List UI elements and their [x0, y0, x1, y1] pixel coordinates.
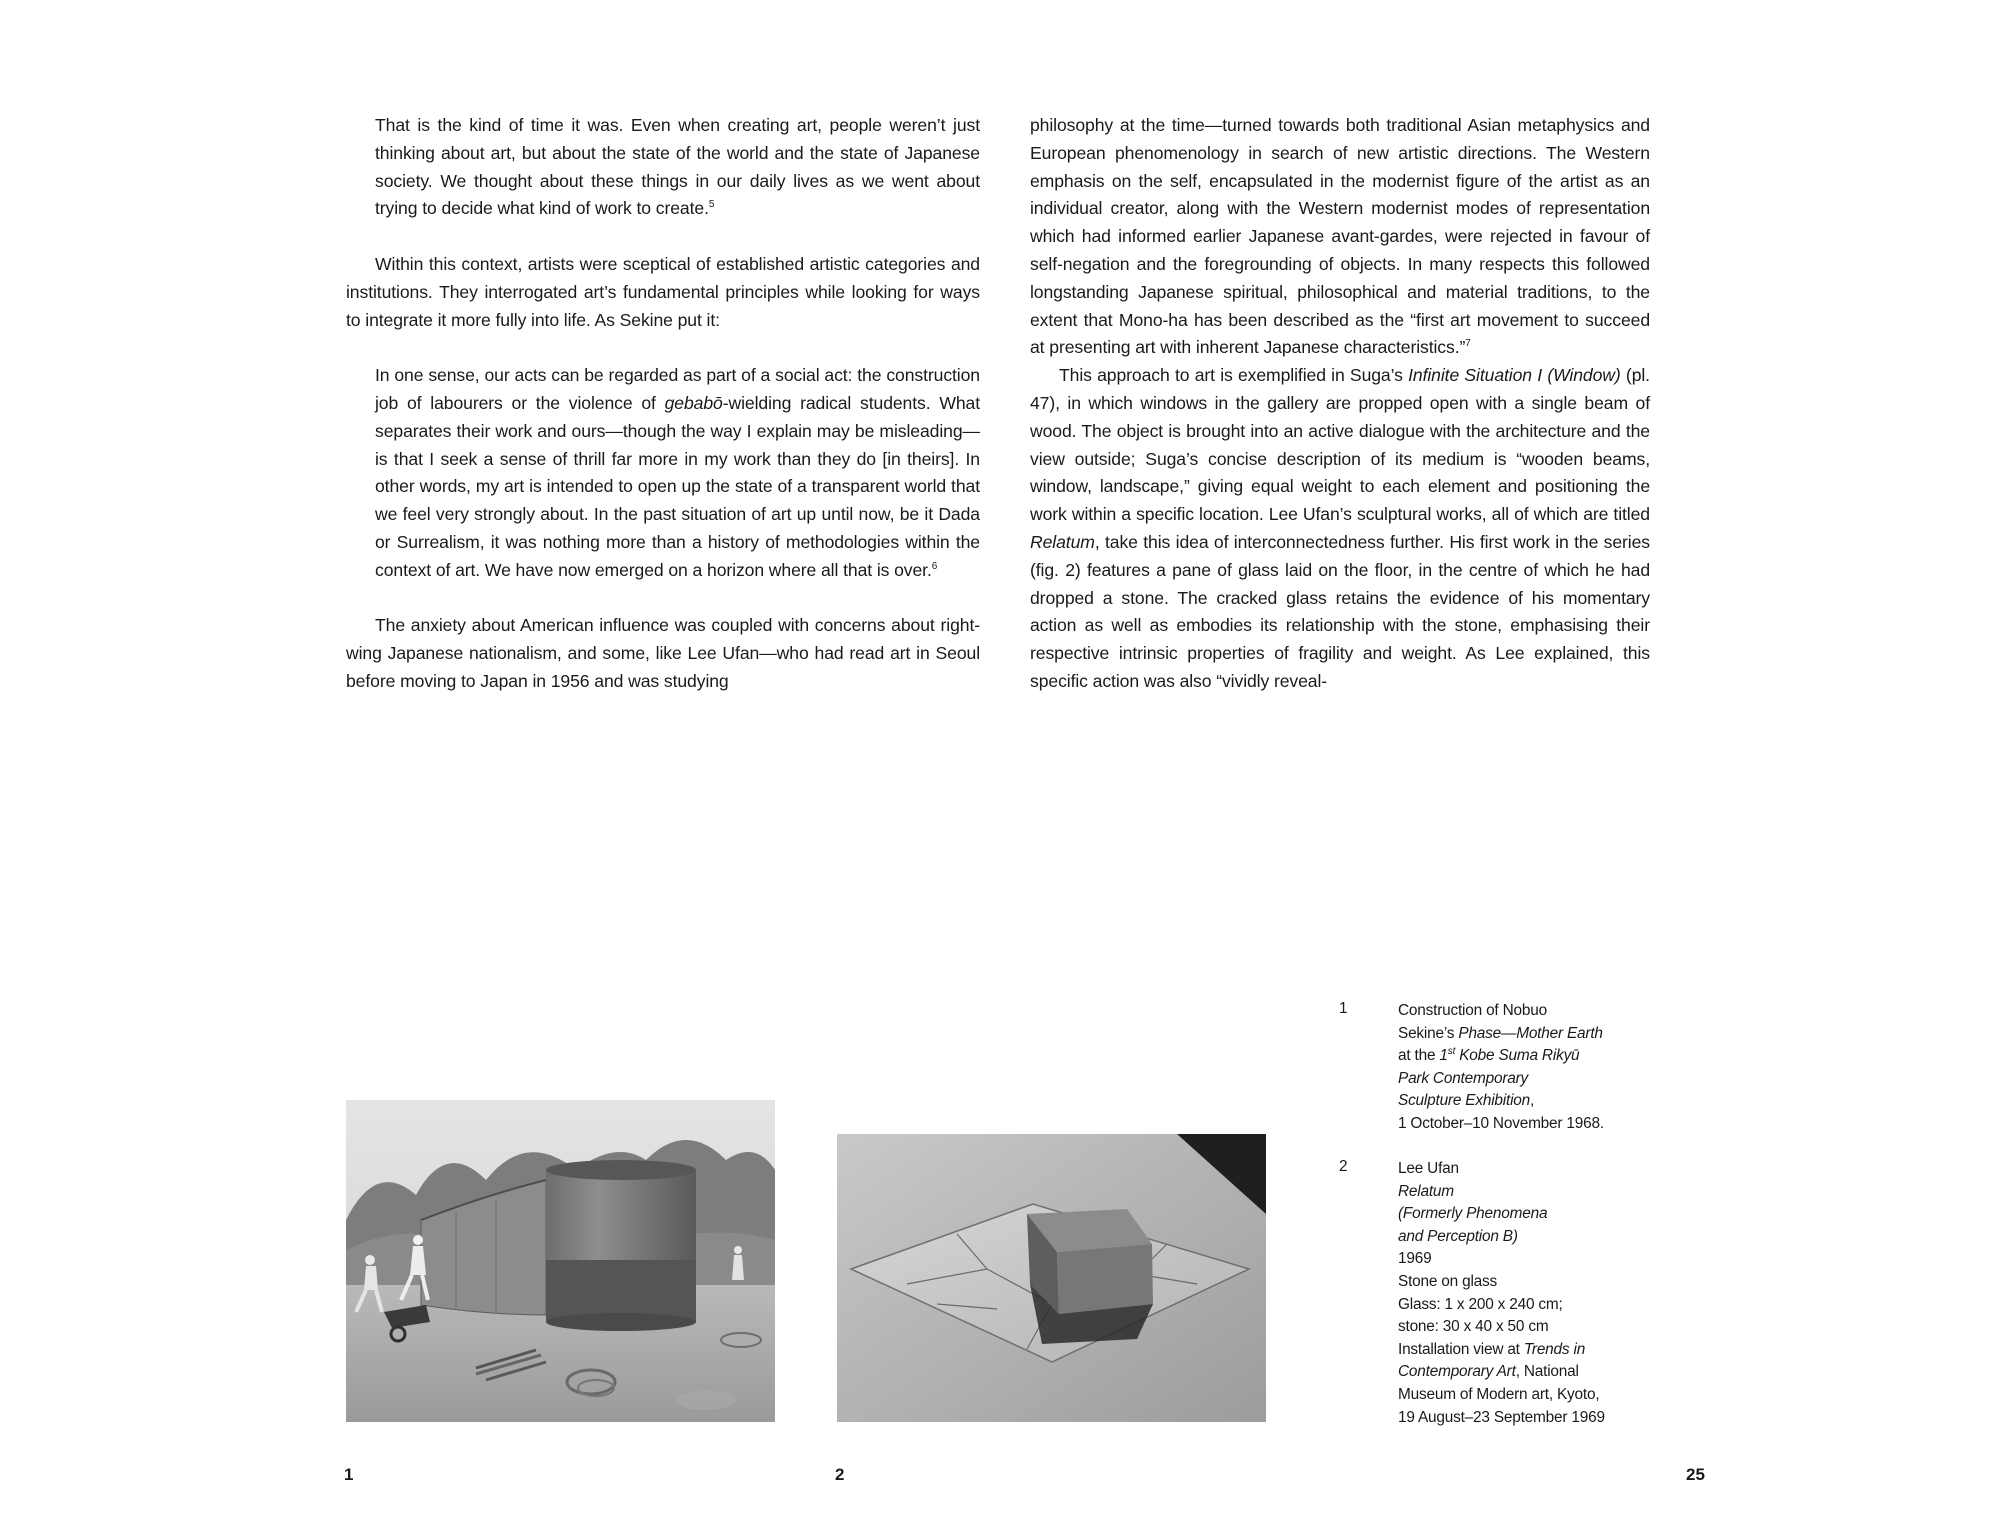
footnote-ref-5: 5	[708, 199, 715, 211]
figure-2-photo	[837, 1134, 1266, 1422]
footnote-ref-7: 7	[1465, 338, 1471, 350]
quote-text-b: -wielding radical students. What separates their work and ours—though the way I explain may be misleading—is that I seek a sense of thrill far more in my work than they do [in theirs]. In other words, my art is intended to open up the state of a transparent world that we feel very strongly about. In the past situation of art up until now, be it Dada or Surrealism, it was nothing more than a history of methodologies within the context of art. We have now emerged on a horizon where all that is over.	[375, 392, 980, 580]
footnote-ref-6: 6	[931, 560, 938, 572]
caption-2-subtitle-a	[1398, 1203, 1658, 1226]
sekine-block-quote	[346, 362, 980, 584]
body-paragraph-context: Within this context, artists were sceptical of established artistic categories and institutions. They interrogated art’s fundamental principles while looking for ways to integrate it more fully into life. As Sekine put it:	[346, 253, 980, 330]
caption-1-line-2	[1398, 1023, 1658, 1046]
caption-1-ordinal: 1	[1439, 1047, 1448, 1065]
right-text-column	[1030, 112, 1650, 696]
body-paragraph-anxiety: The anxiety about American influence was coupled with concerns about right-wing Japanese nationalism, and some, like Lee Ufan—who had read art in Seoul before moving to Japan in 1956 and was studying	[346, 615, 980, 691]
body-paragraph-approach	[1030, 362, 1650, 696]
caption-1-line-1: Construction of Nobuo	[1398, 1002, 1547, 1019]
caption-1-line-5	[1398, 1090, 1658, 1113]
figure-1-number: 1	[344, 1465, 354, 1484]
caption-2-dimensions-glass: Glass: 1 x 200 x 240 cm;	[1398, 1295, 1563, 1313]
caption-2-number: 2	[1339, 1158, 1348, 1175]
caption-1-number: 1	[1339, 1000, 1348, 1017]
page-number: 25	[1686, 1465, 1705, 1484]
caption-2-title	[1398, 1181, 1658, 1204]
caption-2-dimensions-stone: stone: 30 x 40 x 50 cm	[1398, 1318, 1549, 1336]
caption-1-line-4	[1398, 1068, 1658, 1091]
caption-1-ordinal-suffix: st	[1447, 1046, 1456, 1058]
approach-text-c: , take this idea of interconnectedness further. His first work in the series (fig. 2) features a pane of glass laid on the floor, in the centre of which he had dropped a stone. The cracked glass retains the evidence of his momentary action as well as embodies its relationship with the stone, emphasising their respective intrinsic properties of fragility and weight. As Lee explained, this specific action was also “vividly reveal-	[1030, 531, 1650, 691]
caption-2-dates: 19 August–23 September 1969	[1398, 1408, 1605, 1426]
caption-1-l3-text: at the	[1398, 1047, 1440, 1065]
body-paragraph-philosophy	[1030, 112, 1650, 362]
caption-1-exhibition-venue: Kobe Suma Rikyū	[1455, 1047, 1580, 1065]
caption-2-medium: Stone on glass	[1398, 1272, 1498, 1290]
caption-2	[1398, 1158, 1658, 1429]
phase-mother-earth-photo	[346, 1100, 775, 1422]
caption-1-line-3	[1398, 1045, 1658, 1068]
quote-text-a: In one sense, our acts can be regarded as part of a social act: the construction job of labourers or the violence of	[375, 365, 980, 413]
caption-1-exhibition-title-a	[1439, 1047, 1579, 1064]
artwork-title-infinite-situation: Infinite Situation I (Window)	[1408, 365, 1621, 386]
caption-1-exhibition-title-b: Park Contemporary	[1398, 1069, 1529, 1087]
caption-2-installation-b	[1398, 1361, 1658, 1384]
caption-2-title-text: Relatum	[1398, 1182, 1454, 1200]
caption-1	[1398, 1000, 1658, 1136]
artwork-title-relatum: Relatum	[1030, 531, 1095, 552]
philosophy-text: philosophy at the time—turned towards both traditional Asian metaphysics and European phenomenology in search of new artistic directions. The Western emphasis on the self, encapsulated in the modernist figure of the artist as an individual creator, along with the Western modernist modes of representation which had informed earlier Japanese avant-gardes, were rejected in favour of self-negation and the foregrounding of objects. In many respects this followed longstanding Japanese spiritual, philosophical and material traditions, to the extent that Mono-ha has been described as the “first art movement to succeed at presenting art with inherent Japanese characteristics.”	[1030, 115, 1650, 358]
quote-1-text: That is the kind of time it was. Even when creating art, people weren’t just thinking about art, but about the state of the world and the state of Japanese society. We thought about these things in our daily lives as we went about trying to decide what kind of work to create.	[375, 115, 980, 219]
caption-1-l2-text: Sekine’s	[1398, 1024, 1459, 1042]
figure-2-number: 2	[835, 1465, 845, 1484]
caption-2-artist: Lee Ufan	[1398, 1160, 1459, 1177]
caption-2-exhibition-title-a: Trends in	[1523, 1340, 1586, 1358]
caption-2-subtitle-b	[1398, 1226, 1658, 1249]
caption-1-artwork-title: Phase—Mother Earth	[1458, 1024, 1603, 1042]
quote-italic-term: gebabō	[664, 392, 723, 413]
relatum-photo	[837, 1134, 1266, 1422]
caption-2-exhibition-title-b: Contemporary Art	[1398, 1363, 1516, 1381]
caption-2-venue: Museum of Modern art, Kyoto,	[1398, 1385, 1600, 1403]
caption-1-comma: ,	[1530, 1092, 1535, 1110]
caption-2-venue-a: , National	[1515, 1363, 1579, 1381]
quoted-paragraph-1	[346, 112, 980, 223]
left-text-column	[346, 112, 980, 696]
caption-1-exhibition-title-c: Sculpture Exhibition	[1398, 1092, 1531, 1110]
figure-1-photo	[346, 1100, 775, 1422]
approach-text-b: (pl. 47), in which windows in the gallery are propped open with a single beam of wood. The object is brought into an active dialogue with the architecture and the view outside; Suga’s concise description of its medium is “wooden beams, window, landscape,” giving equal weight to each element and positioning the work within a specific location. Lee Ufan’s sculptural works, all of which are titled	[1030, 365, 1650, 525]
caption-2-year: 1969	[1398, 1250, 1432, 1268]
caption-1-line-6: 1 October–10 November 1968.	[1398, 1114, 1604, 1132]
caption-2-installation-a	[1398, 1339, 1658, 1362]
caption-2-subtitle-b-text: and Perception B)	[1398, 1227, 1518, 1245]
caption-2-subtitle-a-text: (Formerly Phenomena	[1398, 1205, 1548, 1223]
caption-2-installation-text: Installation view at	[1398, 1340, 1524, 1358]
approach-text-a: This approach to art is exemplified in Suga’s	[1059, 365, 1409, 386]
